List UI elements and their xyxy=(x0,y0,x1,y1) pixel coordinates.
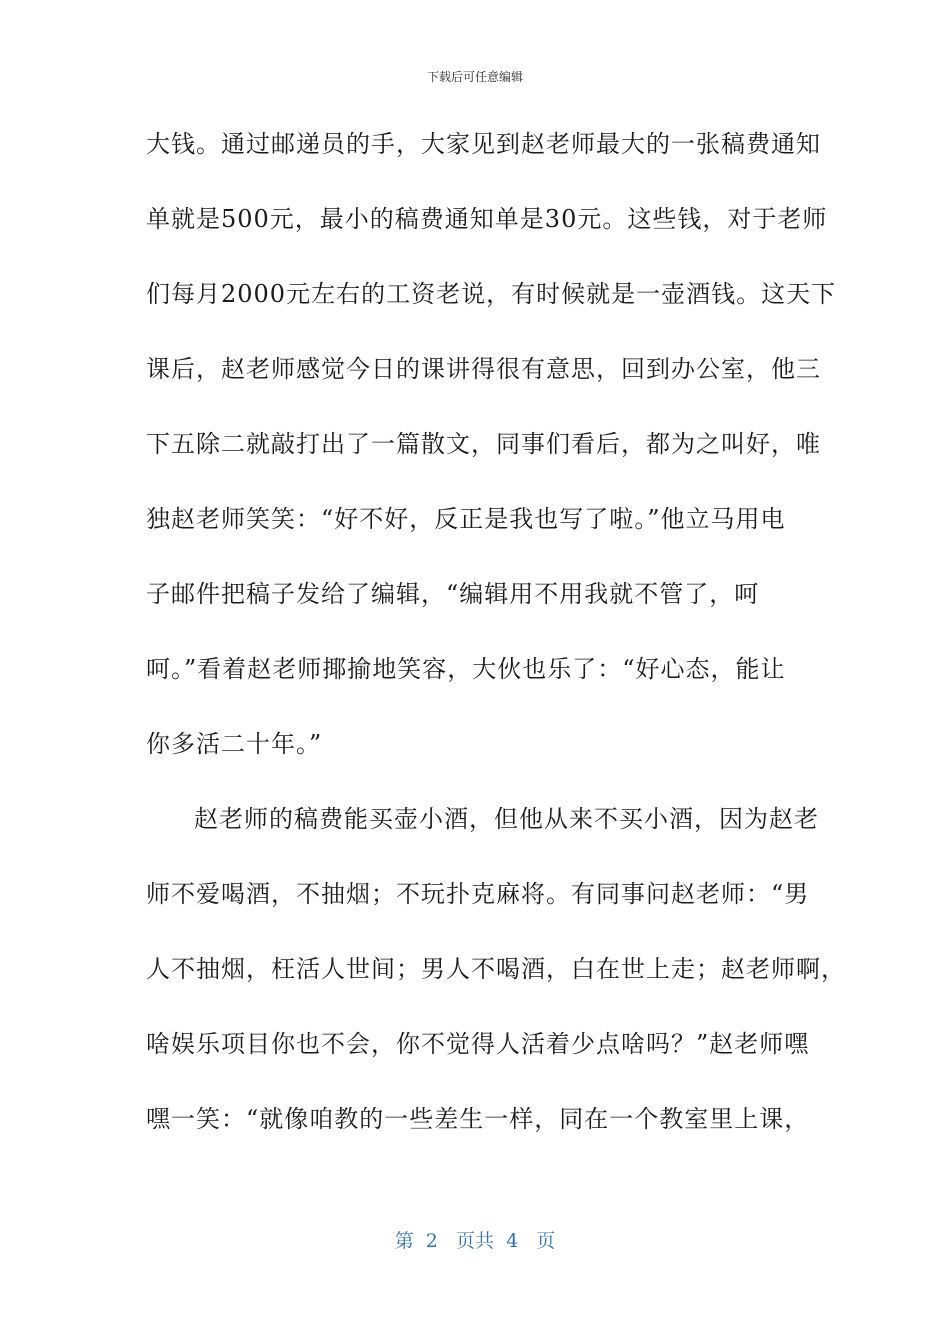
page-header: 下载后可任意编辑 xyxy=(426,70,523,84)
body-text xyxy=(146,126,846,1176)
text-line: 独赵老师笑笑：“好不好，反正是我也写了啦。”他立马用电 xyxy=(146,505,786,533)
text-line: 下五除二就敲打出了一篇散文，同事们看后，都为之叫好，唯 xyxy=(146,430,821,458)
text-line: 大钱。通过邮递员的手，大家见到赵老师最大的一张稿费通知 xyxy=(146,130,821,158)
paragraph-start-line: 赵老师的稿费能买壶小酒，但他从来不买小酒，因为赵老 xyxy=(194,805,819,833)
text-line: 子邮件把稿子发给了编辑，“编辑用不用我就不管了，呵 xyxy=(146,580,760,608)
text-line: 嘿一笑：“就像咱教的一些差生一样，同在一个教室里上课， xyxy=(146,1105,810,1133)
text-line: 课后，赵老师感觉今日的课讲得很有意思，回到办公室，他三 xyxy=(146,355,821,383)
text-line: 们每月2000元左右的工资老说，有时候就是一壶酒钱。这天下 xyxy=(146,280,837,308)
text-line: 单就是500元，最小的稿费通知单是30元。这些钱，对于老师 xyxy=(146,205,828,233)
page-number-footer: 第 2 页共 4 页 xyxy=(394,1230,556,1252)
text-line: 人不抽烟，枉活人世间；男人不喝酒，白在世上走；赵老师啊， xyxy=(146,955,846,983)
text-line: 呵。”看着赵老师揶揄地笑容，大伙也乐了：“好心态，能让 xyxy=(146,655,786,683)
text-line: 啥娱乐项目你也不会，你不觉得人活着少点啥吗？”赵老师嘿 xyxy=(146,1030,810,1058)
text-line: 你多活二十年。” xyxy=(146,730,323,758)
text-line: 师不爱喝酒，不抽烟；不玩扑克麻将。有同事问赵老师：“男 xyxy=(146,880,810,908)
